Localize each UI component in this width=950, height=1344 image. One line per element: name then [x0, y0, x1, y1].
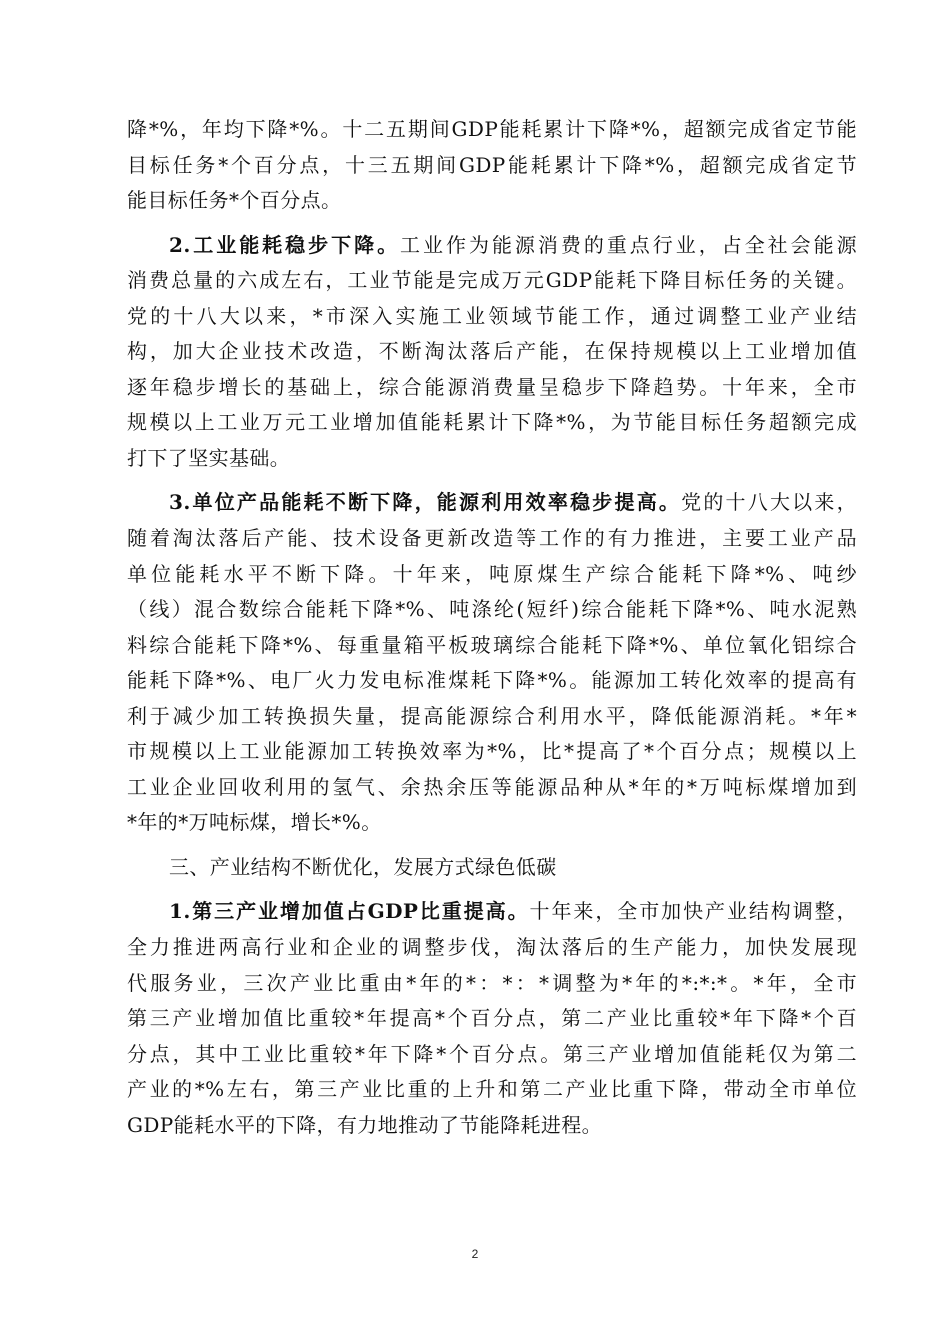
- text-line: 消费总量的六成左右，工业节能是完成万元GDP能耗下降目标任务的关键。: [127, 268, 857, 293]
- text-line: 产业的*%左右，第三产业比重的上升和第二产业比重下降，带动全市单位: [127, 1077, 857, 1102]
- text-line: [127, 228, 857, 264]
- text-line: 规模以上工业万元工业增加值能耗累计下降*%，为节能目标任务超额完成: [127, 410, 857, 435]
- text-line: 全力推进两高行业和企业的调整步伐，淘汰落后的生产能力，加快发展现: [127, 935, 857, 960]
- paragraph-3: [127, 485, 857, 840]
- paragraph-lead: 3.单位产品能耗不断下降，能源利用效率稳步提高。: [169, 490, 682, 515]
- text-line: （线）混合数综合能耗下降*%、吨涤纶(短纤)综合能耗下降*%、吨水泥熟: [127, 597, 857, 622]
- text-line: *年的*万吨标煤，增长*%。: [127, 810, 382, 835]
- text-line: [127, 485, 857, 521]
- paragraph-1: [127, 112, 857, 219]
- paragraph-4: [127, 894, 857, 1143]
- text-line: 工业企业回收利用的氢气、余热余压等能源品种从*年的*万吨标煤增加到: [127, 774, 857, 799]
- text-line: 市规模以上工业能源加工转换效率为*%，比*提高了*个百分点；规模以上: [127, 739, 857, 764]
- text-line: [127, 894, 857, 930]
- text-line: 随着淘汰落后产能、技术设备更新改造等工作的有力推进，主要工业产品: [127, 526, 857, 551]
- text-line: 党的十八大以来，*市深入实施工业领域节能工作，通过调整工业产业结: [127, 303, 857, 328]
- paragraph-2: [127, 228, 857, 477]
- text-line: 单位能耗水平不断下降。十年来，吨原煤生产综合能耗下降*%、吨纱: [127, 561, 857, 586]
- text-line: 能耗下降*%、电厂火力发电标准煤耗下降*%。能源加工转化效率的提高有: [127, 668, 857, 693]
- text-line: 降*%，年均下降*%。十二五期间GDP能耗累计下降*%，超额完成省定节能: [127, 117, 857, 141]
- page-number: 2: [471, 1247, 479, 1261]
- section-heading: 三、产业结构不断优化，发展方式绿色低碳: [169, 854, 557, 879]
- text-run: 工业作为能源消费的重点行业，占全社会能源: [400, 232, 858, 257]
- text-line: 打下了坚实基础。: [127, 445, 291, 470]
- text-line: GDP能耗水平的下降，有力地推动了节能降耗进程。: [127, 1112, 603, 1137]
- text-line: 分点，其中工业比重较*年下降*个百分点。第三产业增加值能耗仅为第二: [127, 1041, 857, 1066]
- paragraph-lead: 1.第三产业增加值占GDP比重提高。: [169, 899, 530, 924]
- text-line: 第三产业增加值比重较*年提高*个百分点，第二产业比重较*年下降*个百: [127, 1006, 857, 1031]
- text-line: 目标任务*个百分点，十三五期间GDP能耗累计下降*%，超额完成省定节: [127, 152, 857, 177]
- text-line: 能目标任务*个百分点。: [127, 188, 342, 213]
- document-body: [127, 112, 857, 1143]
- text-line: 利于减少加工转换损失量，提高能源综合利用水平，降低能源消耗。*年*: [127, 703, 857, 728]
- text-line: 料综合能耗下降*%、每重量箱平板玻璃综合能耗下降*%、单位氧化铝综合: [127, 632, 857, 657]
- text-run: 党的十八大以来，: [681, 490, 857, 515]
- paragraph-lead: 2.工业能耗稳步下降。: [169, 232, 401, 257]
- text-run: 十年来，全市加快产业结构调整，: [529, 899, 858, 924]
- text-line: 代服务业，三次产业比重由*年的*：*：*调整为*年的*:*:*。*年，全市: [127, 970, 857, 995]
- text-line: 逐年稳步增长的基础上，综合能源消费量呈稳步下降趋势。十年来，全市: [127, 374, 857, 399]
- text-line: 构，加大企业技术改造，不断淘汰落后产能，在保持规模以上工业增加值: [127, 339, 857, 364]
